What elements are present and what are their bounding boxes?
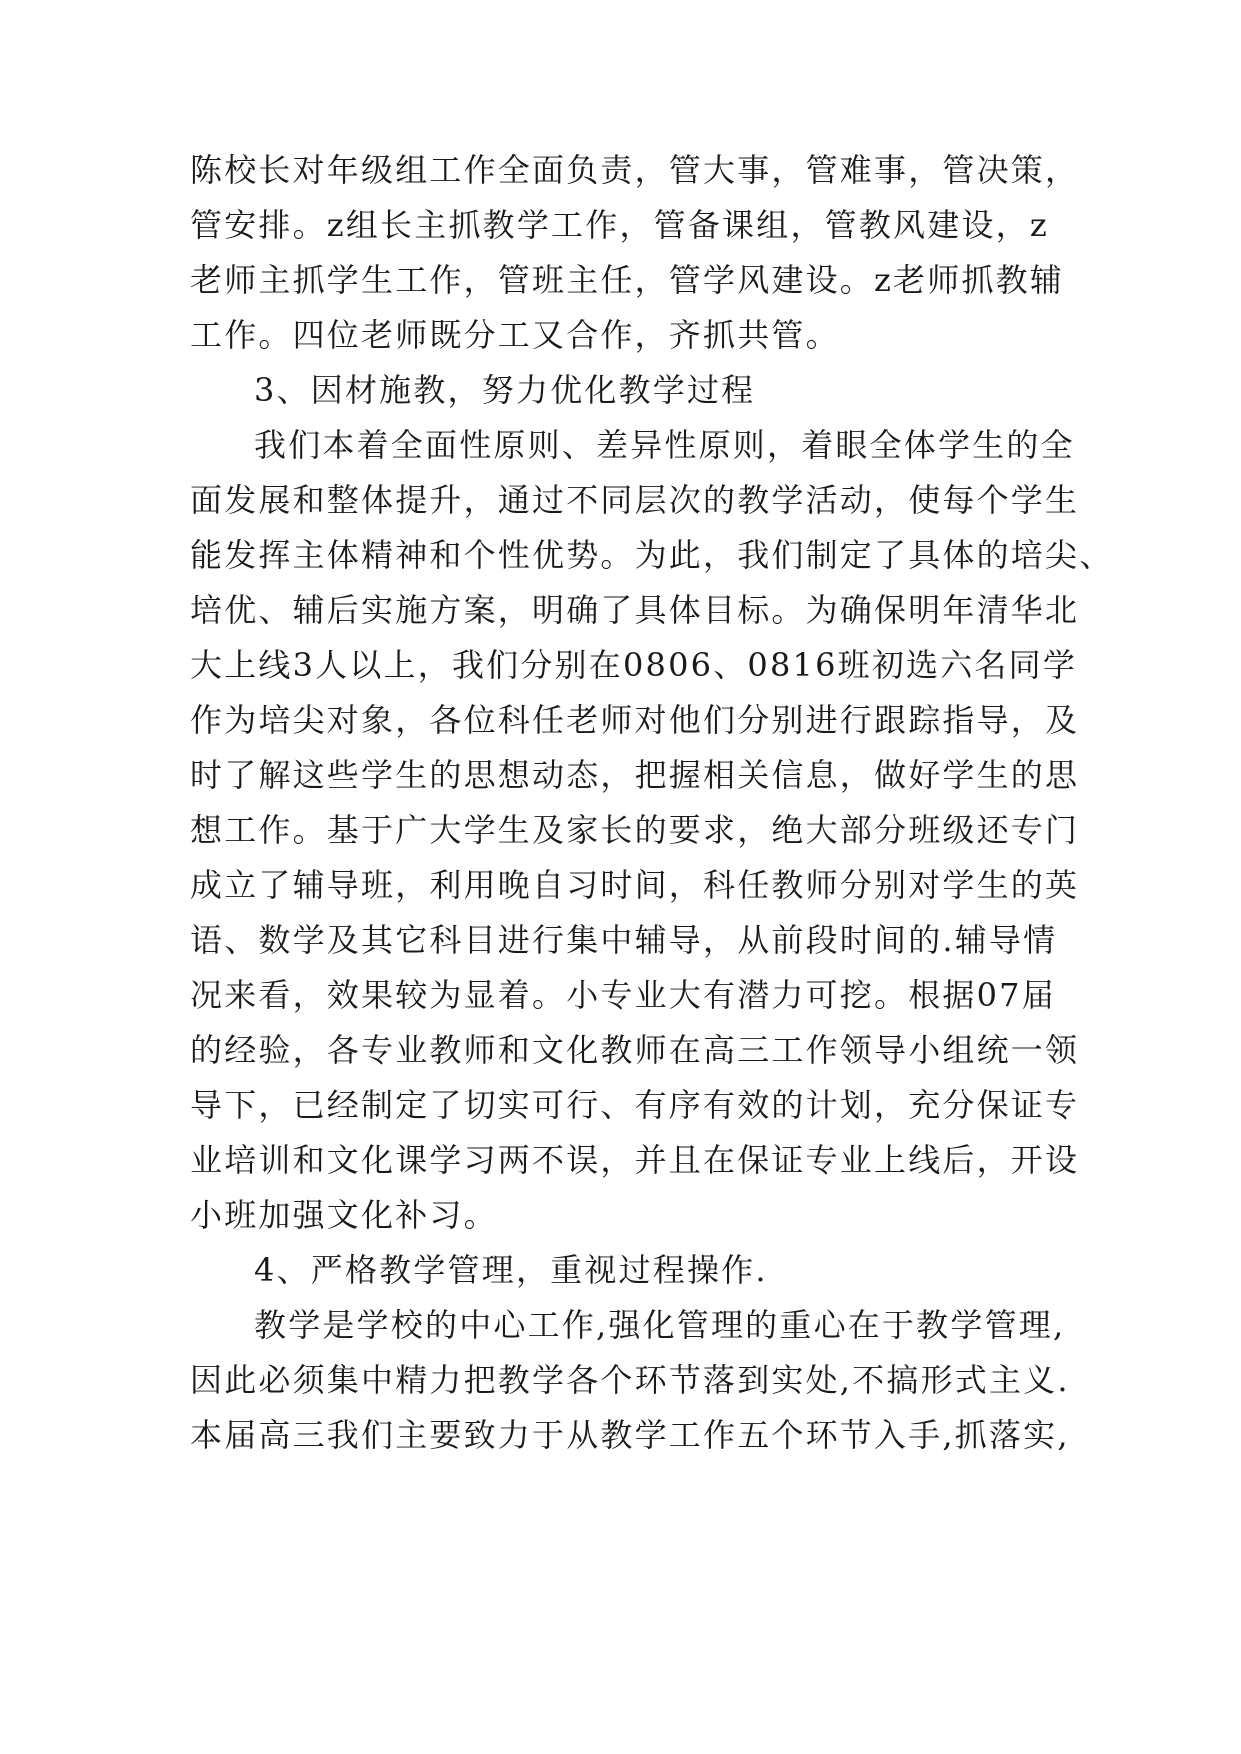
body-text-line: 大上线3人以上，我们分别在0806、0816班初选六名同学 — [190, 646, 1078, 684]
section-heading: 3、因材施教，努力优化教学过程 — [254, 371, 756, 409]
body-text-line: 本届高三我们主要致力于从教学工作五个环节入手,抓落实, — [190, 1416, 1070, 1454]
body-text-line: 导下，已经制定了切实可行、有序有效的计划，充分保证专 — [190, 1086, 1080, 1124]
body-text-line: 语、数学及其它科目进行集中辅导，从前段时间的.辅导情 — [190, 921, 1058, 959]
body-text-line: 成立了辅导班，利用晚自习时间，科任教师分别对学生的英 — [190, 866, 1080, 904]
body-text-line: 的经验，各专业教师和文化教师在高三工作领导小组统一领 — [190, 1031, 1080, 1069]
body-text-line: 因此必须集中精力把教学各个环节落到实处,不搞形式主义. — [190, 1361, 1070, 1399]
body-text-line: 想工作。基于广大学生及家长的要求，绝大部分班级还专门 — [190, 811, 1080, 849]
body-text-line: 业培训和文化课学习两不误，并且在保证专业上线后，开设 — [190, 1141, 1080, 1179]
body-text-line: 我们本着全面性原则、差异性原则，着眼全体学生的全 — [254, 426, 1075, 464]
body-text-line: 工作。四位老师既分工又合作，齐抓共管。 — [190, 316, 840, 354]
body-text-line: 能发挥主体精神和个性优势。为此，我们制定了具体的培尖、 — [190, 536, 1114, 574]
body-text-line: 时了解这些学生的思想动态，把握相关信息，做好学生的思 — [190, 756, 1080, 794]
body-text-line: 小班加强文化补习。 — [190, 1196, 498, 1234]
body-text-line: 陈校长对年级组工作全面负责，管大事，管难事，管决策， — [190, 151, 1080, 189]
body-text-line: 管安排。z组长主抓教学工作，管备课组，管教风建设，z — [190, 206, 1049, 244]
body-text-line: 况来看，效果较为显着。小专业大有潜力可挖。根据07届 — [190, 976, 1056, 1014]
body-text-line: 老师主抓学生工作，管班主任，管学风建设。z老师抓教辅 — [190, 261, 1065, 299]
body-text-line: 教学是学校的中心工作,强化管理的重心在于教学管理, — [254, 1306, 1066, 1344]
body-text-line: 培优、辅后实施方案，明确了具体目标。为确保明年清华北 — [190, 591, 1080, 629]
section-heading: 4、严格教学管理，重视过程操作. — [254, 1251, 768, 1289]
body-text-line: 作为培尖对象，各位科任老师对他们分别进行跟踪指导，及 — [190, 701, 1080, 739]
body-text-line: 面发展和整体提升，通过不同层次的教学活动，使每个学生 — [190, 481, 1080, 519]
